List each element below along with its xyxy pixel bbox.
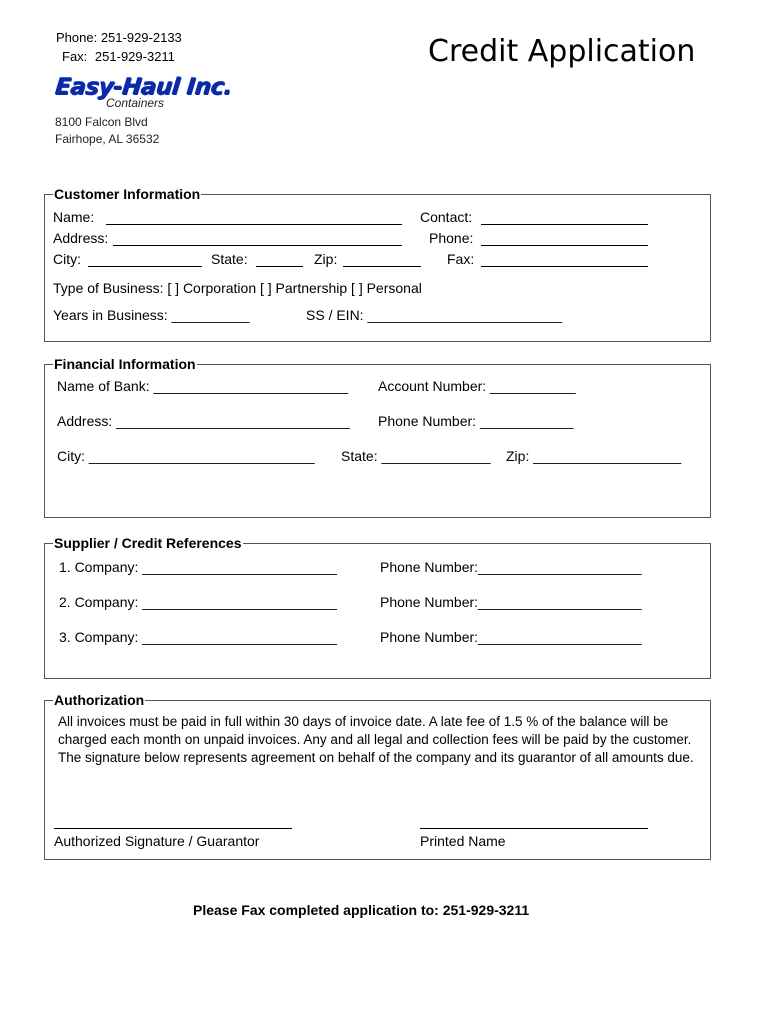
bank-zip-field[interactable]: Zip: ___________________ — [506, 448, 682, 464]
customer-contact-field[interactable] — [481, 224, 648, 225]
customer-state-label: State: — [211, 251, 248, 267]
company-tagline: Containers — [106, 96, 165, 110]
customer-phone-label: Phone: — [429, 230, 474, 246]
customer-fax-label: Fax: — [447, 251, 475, 267]
reference-phone-2[interactable]: Phone Number:_____________________ — [380, 594, 642, 610]
company-logo: Easy-Haul Inc. — [53, 74, 234, 100]
fax-label: Fax: — [62, 49, 88, 64]
customer-state-field[interactable] — [256, 266, 303, 267]
authorization-text: All invoices must be paid in full within 30 days of invoice date. A late fee of 1.5 % of the balance will be charged each month on unpaid invoices. Any and all legal and collection fees will be paid by the customer. The signature below represents agreement on behalf of the company and its guarantor of all amounts due. — [58, 714, 694, 765]
customer-zip-label: Zip: — [314, 251, 338, 267]
reference-phone-1[interactable]: Phone Number:_____________________ — [380, 559, 642, 575]
customer-name-label: Name: — [53, 209, 95, 225]
customer-info-legend: Customer Information — [54, 186, 201, 202]
references-legend: Supplier / Credit References — [54, 535, 242, 551]
fax-line — [62, 49, 175, 64]
financial-info-legend: Financial Information — [54, 356, 196, 372]
authorization-legend: Authorization — [54, 692, 145, 708]
bank-state-field[interactable]: State: ______________ — [341, 448, 491, 464]
customer-phone-field[interactable] — [481, 245, 648, 246]
phone-label: Phone: — [56, 30, 98, 45]
account-number-field[interactable]: Account Number: ___________ — [378, 378, 576, 394]
company-address-2: Fairhope, AL 36532 — [55, 132, 160, 146]
reference-company-2[interactable]: 2. Company: _________________________ — [59, 594, 337, 610]
customer-address-field[interactable] — [113, 245, 402, 246]
customer-city-field[interactable] — [88, 266, 202, 267]
bank-name-field[interactable]: Name of Bank: _________________________ — [57, 378, 349, 394]
reference-phone-3[interactable]: Phone Number:_____________________ — [380, 629, 642, 645]
reference-company-1[interactable]: 1. Company: _________________________ — [59, 559, 337, 575]
reference-company-3[interactable]: 3. Company: _________________________ — [59, 629, 337, 645]
signature-label: Authorized Signature / Guarantor — [54, 833, 260, 849]
bank-phone-field[interactable]: Phone Number: ____________ — [378, 413, 574, 429]
company-address-1: 8100 Falcon Blvd — [55, 115, 148, 129]
signature-field[interactable] — [54, 828, 292, 829]
years-in-business-field[interactable]: Years in Business: __________ — [53, 307, 250, 323]
customer-city-label: City: — [53, 251, 81, 267]
customer-fax-field[interactable] — [481, 266, 648, 267]
phone-number: 251-929-2133 — [100, 30, 182, 45]
phone-line — [56, 30, 182, 45]
fax-instruction: Please Fax completed application to: 251-929-3211 — [193, 902, 530, 918]
bank-city-field[interactable]: City: _____________________________ — [57, 448, 315, 464]
printed-name-field[interactable] — [420, 828, 648, 829]
customer-zip-field[interactable] — [343, 266, 421, 267]
page-title: Credit Application — [428, 34, 696, 69]
customer-name-field[interactable] — [106, 224, 402, 225]
customer-address-label: Address: — [53, 230, 109, 246]
ss-ein-field[interactable]: SS / EIN: _________________________ — [306, 307, 563, 323]
bank-address-field[interactable]: Address: ______________________________ — [57, 413, 350, 429]
printed-name-label: Printed Name — [420, 833, 506, 849]
fax-number: 251-929-3211 — [94, 49, 175, 64]
customer-contact-label: Contact: — [420, 209, 473, 225]
business-type-options[interactable]: Type of Business: [ ] Corporation [ ] Partnership [ ] Personal — [53, 280, 422, 296]
